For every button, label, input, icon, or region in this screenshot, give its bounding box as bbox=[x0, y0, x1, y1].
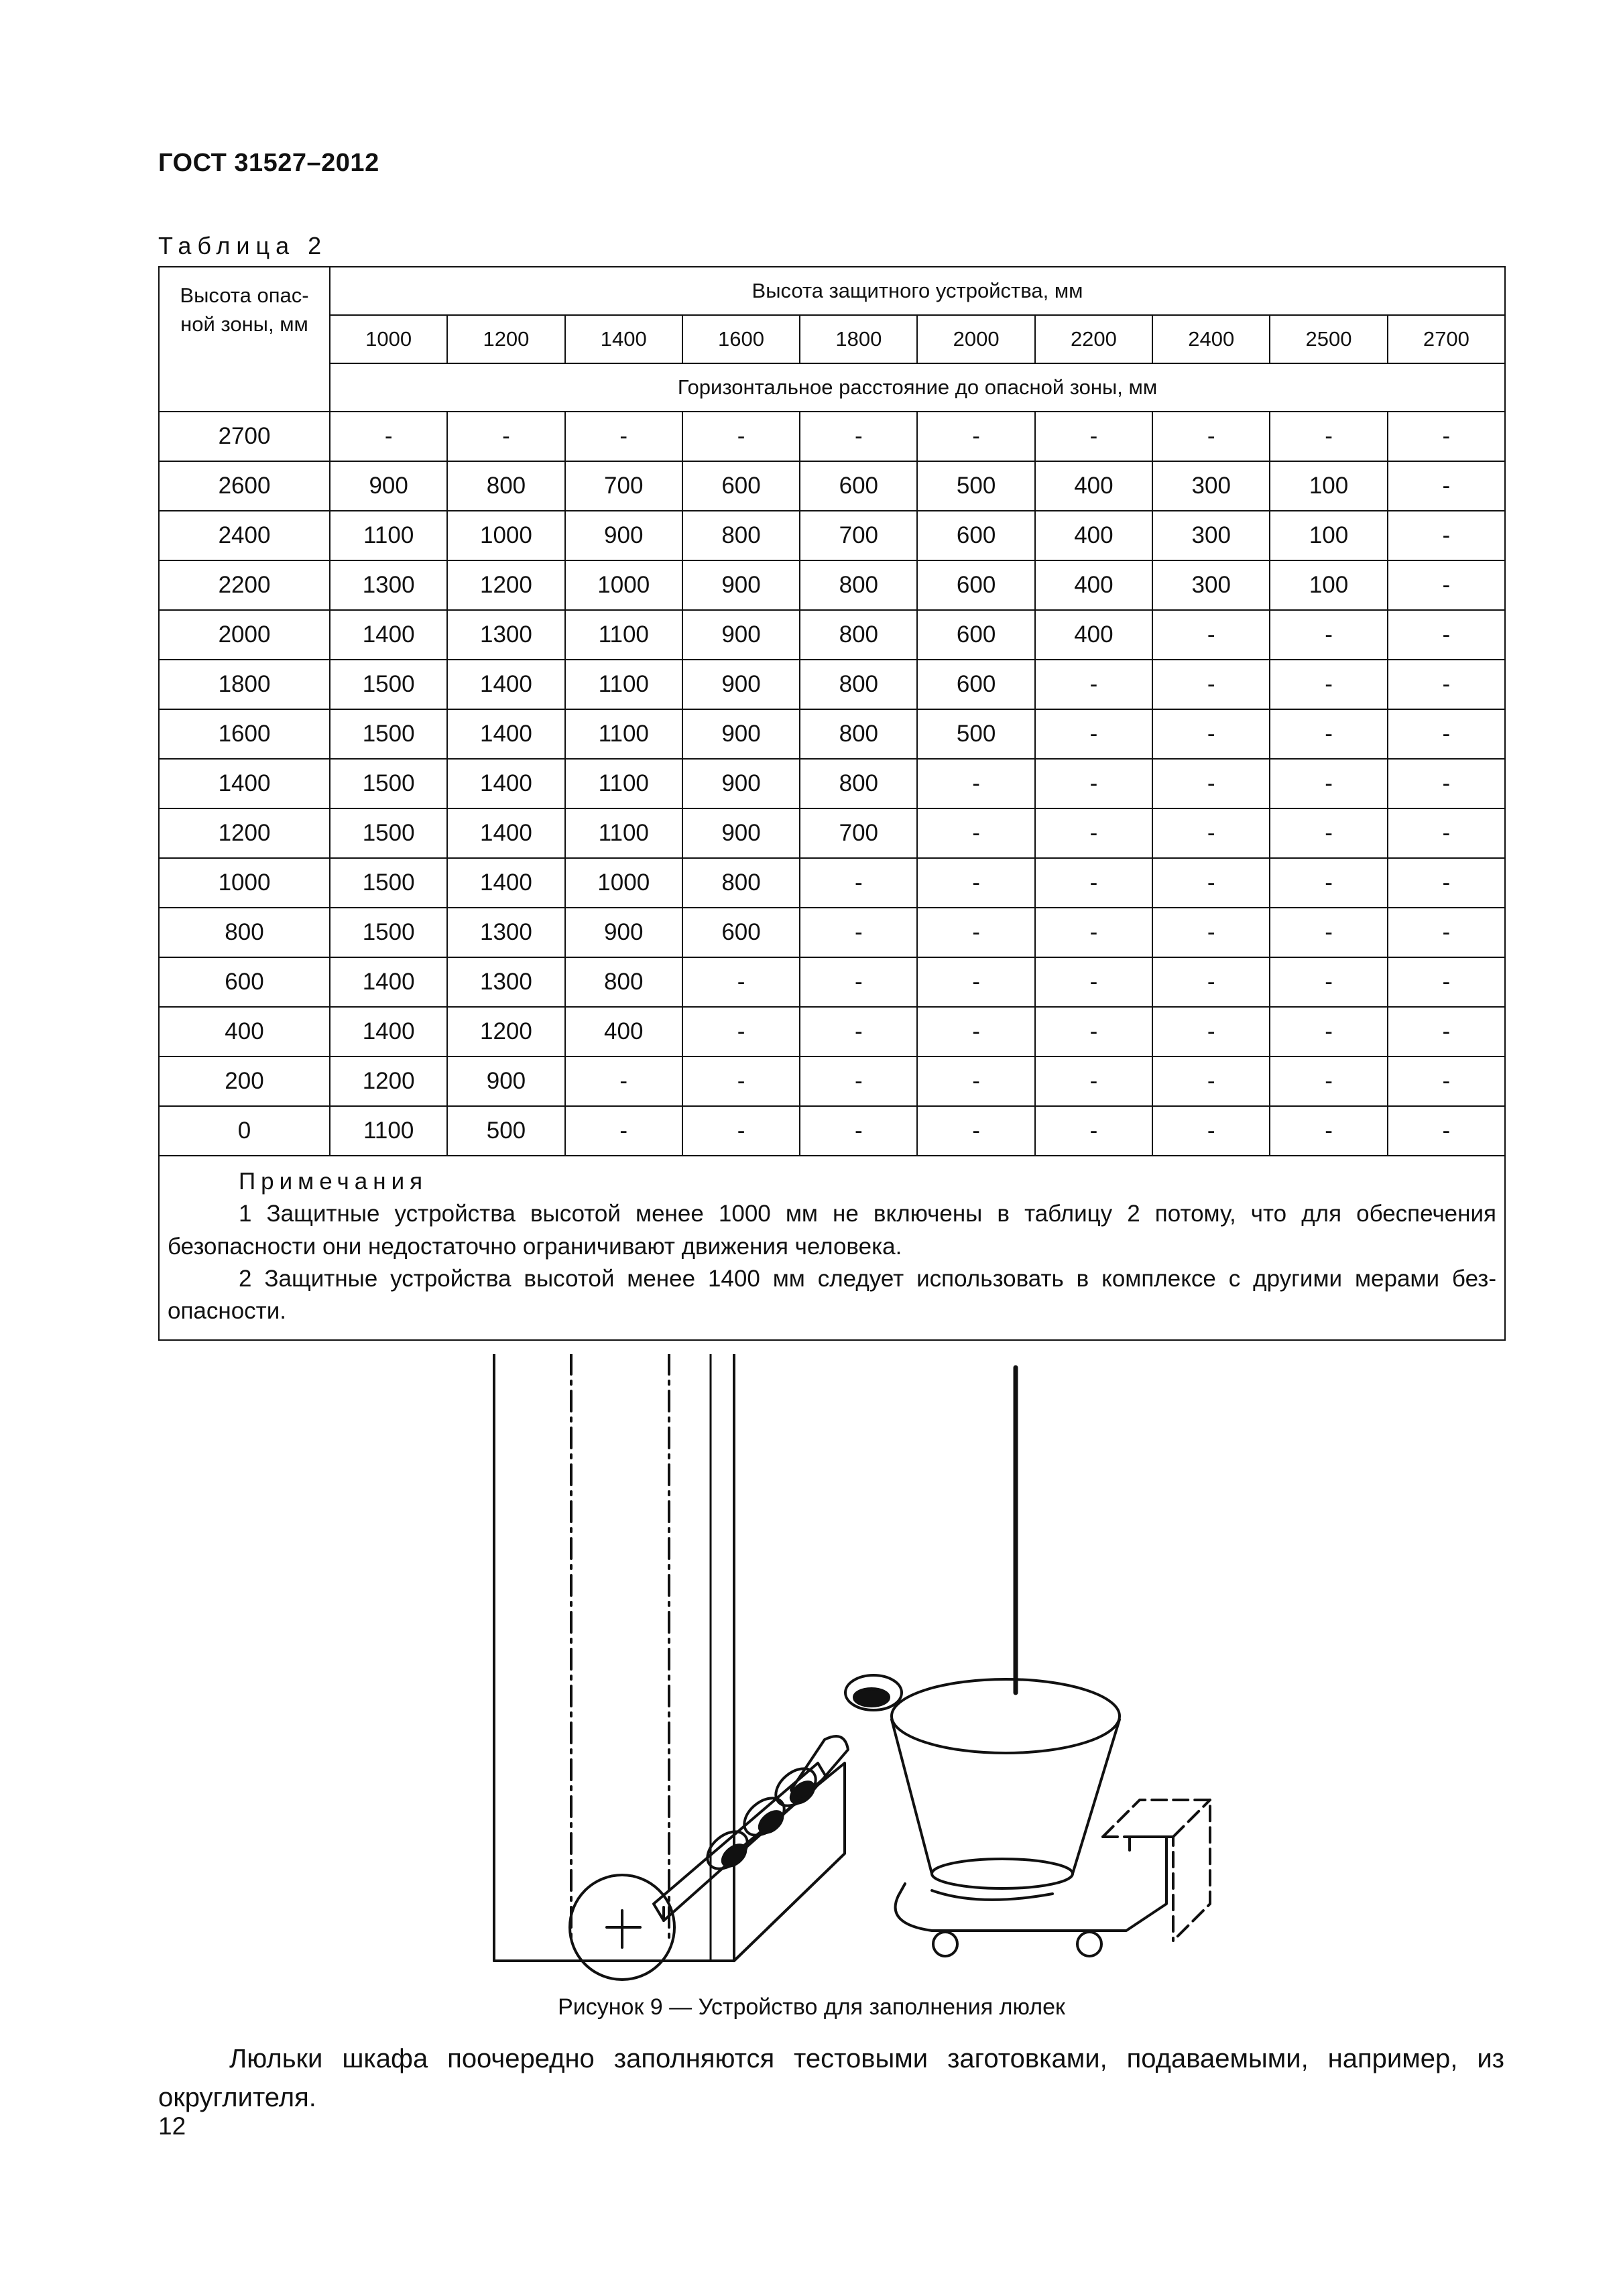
distance-cell: - bbox=[1270, 610, 1387, 660]
notes-title: Примечания bbox=[239, 1168, 428, 1195]
guard-height-header: 1000 bbox=[330, 315, 447, 363]
distance-cell: 1300 bbox=[447, 908, 564, 957]
distance-cell: - bbox=[1388, 1106, 1505, 1156]
distance-cell: - bbox=[1388, 610, 1505, 660]
distance-cell: 1500 bbox=[330, 759, 447, 808]
distance-cell: - bbox=[1152, 660, 1270, 709]
distance-cell: - bbox=[1035, 412, 1152, 461]
distance-cell: 1100 bbox=[330, 1106, 447, 1156]
distance-cell: - bbox=[1152, 709, 1270, 759]
guard-height-header: 2700 bbox=[1388, 315, 1505, 363]
zone-height-cell: 1000 bbox=[159, 858, 330, 908]
distance-cell: 900 bbox=[682, 808, 800, 858]
distance-cell: - bbox=[1388, 908, 1505, 957]
zone-height-cell: 0 bbox=[159, 1106, 330, 1156]
distance-cell: 1300 bbox=[330, 560, 447, 610]
cart-base bbox=[896, 1837, 1166, 1931]
distance-cell: 1400 bbox=[330, 1007, 447, 1056]
distance-cell: 600 bbox=[800, 461, 917, 511]
distance-cell: - bbox=[1035, 808, 1152, 858]
distance-cell: - bbox=[1152, 412, 1270, 461]
distance-cell: - bbox=[1388, 412, 1505, 461]
table-row bbox=[159, 1007, 1505, 1056]
distance-cell: - bbox=[1270, 1106, 1387, 1156]
distance-cell: - bbox=[800, 957, 917, 1007]
distance-title: Горизонтальное расстояние до опасной зоны, мм bbox=[330, 363, 1505, 412]
distance-cell: 700 bbox=[800, 511, 917, 560]
distance-cell: 500 bbox=[447, 1106, 564, 1156]
distance-cell: - bbox=[917, 412, 1034, 461]
distance-cell: 1000 bbox=[565, 858, 682, 908]
distance-cell: 900 bbox=[682, 660, 800, 709]
distance-cell: 1100 bbox=[565, 610, 682, 660]
distance-cell: 700 bbox=[565, 461, 682, 511]
distance-cell: 900 bbox=[330, 461, 447, 511]
distance-cell: - bbox=[1388, 957, 1505, 1007]
distance-cell: - bbox=[1388, 560, 1505, 610]
distance-cell: - bbox=[1270, 412, 1387, 461]
page-number: 12 bbox=[158, 2112, 186, 2140]
distance-cell: 100 bbox=[1270, 461, 1387, 511]
conveyor-block bbox=[734, 1763, 845, 1961]
distance-cell: 400 bbox=[1035, 511, 1152, 560]
distance-cell: 1400 bbox=[447, 759, 564, 808]
distance-cell: 1500 bbox=[330, 908, 447, 957]
zone-height-cell: 2000 bbox=[159, 610, 330, 660]
zone-height-cell: 400 bbox=[159, 1007, 330, 1056]
distance-cell: - bbox=[917, 1007, 1034, 1056]
distance-cell: 1500 bbox=[330, 808, 447, 858]
distance-cell: 300 bbox=[1152, 511, 1270, 560]
table-row bbox=[159, 1106, 1505, 1156]
guard-height-header: 1400 bbox=[565, 315, 682, 363]
distance-cell: - bbox=[1388, 709, 1505, 759]
distance-cell: 400 bbox=[1035, 610, 1152, 660]
distance-cell: - bbox=[1152, 957, 1270, 1007]
distance-cell: - bbox=[1152, 610, 1270, 660]
distance-cell: - bbox=[1388, 660, 1505, 709]
distance-cell: - bbox=[1270, 709, 1387, 759]
distance-cell: 800 bbox=[800, 610, 917, 660]
distance-cell: 600 bbox=[682, 908, 800, 957]
figure-9-drawing bbox=[469, 1354, 1220, 1984]
distance-cell: - bbox=[1035, 660, 1152, 709]
distance-cell: 900 bbox=[565, 908, 682, 957]
table-row bbox=[159, 709, 1505, 759]
distance-cell: 1400 bbox=[330, 610, 447, 660]
guard-height-header: 1800 bbox=[800, 315, 917, 363]
distance-cell: 1200 bbox=[330, 1056, 447, 1106]
figure-caption: Рисунок 9 — Устройство для заполнения люлек bbox=[558, 1994, 1065, 2020]
distance-cell: - bbox=[1035, 1056, 1152, 1106]
zone-height-cell: 2200 bbox=[159, 560, 330, 610]
distance-cell: - bbox=[1152, 908, 1270, 957]
distance-cell: - bbox=[800, 1007, 917, 1056]
zone-height-cell: 2700 bbox=[159, 412, 330, 461]
distance-cell: - bbox=[917, 1056, 1034, 1106]
distance-cell: 100 bbox=[1270, 560, 1387, 610]
distance-cell: 800 bbox=[682, 858, 800, 908]
distance-cell: - bbox=[917, 858, 1034, 908]
zone-height-cell: 200 bbox=[159, 1056, 330, 1106]
zone-height-cell: 1600 bbox=[159, 709, 330, 759]
guard-height-title: Высота защитного устройства, мм bbox=[330, 267, 1505, 315]
distance-cell: 400 bbox=[565, 1007, 682, 1056]
table-row bbox=[159, 511, 1505, 560]
zone-height-cell: 1800 bbox=[159, 660, 330, 709]
distance-cell: 900 bbox=[447, 1056, 564, 1106]
distance-cell: 600 bbox=[917, 560, 1034, 610]
distance-cell: 800 bbox=[565, 957, 682, 1007]
distance-cell: 1500 bbox=[330, 709, 447, 759]
zone-height-cell: 1200 bbox=[159, 808, 330, 858]
table-corner-header bbox=[159, 267, 330, 412]
zone-height-cell: 2400 bbox=[159, 511, 330, 560]
distance-cell: - bbox=[1035, 1106, 1152, 1156]
distance-cell: - bbox=[917, 1106, 1034, 1156]
distance-cell: - bbox=[1152, 759, 1270, 808]
distance-cell: 500 bbox=[917, 461, 1034, 511]
distance-cell: 1400 bbox=[447, 709, 564, 759]
distance-cell: - bbox=[1388, 759, 1505, 808]
distance-cell: - bbox=[1035, 957, 1152, 1007]
distance-cell: 600 bbox=[917, 660, 1034, 709]
distance-cell: 1300 bbox=[447, 610, 564, 660]
distance-cell: 1400 bbox=[330, 957, 447, 1007]
distance-cell: 800 bbox=[800, 560, 917, 610]
distance-cell: 1200 bbox=[447, 560, 564, 610]
distance-cell: - bbox=[917, 759, 1034, 808]
distance-cell: - bbox=[1035, 1007, 1152, 1056]
distance-cell: 400 bbox=[1035, 461, 1152, 511]
distance-cell: 1500 bbox=[330, 858, 447, 908]
table-row bbox=[159, 1056, 1505, 1106]
distance-cell: - bbox=[800, 1056, 917, 1106]
corner-header-line2: ной зоны, мм bbox=[180, 312, 308, 337]
distance-cell: - bbox=[682, 1106, 800, 1156]
distance-cell: - bbox=[682, 412, 800, 461]
distance-cell: - bbox=[1270, 1056, 1387, 1106]
zone-height-cell: 1400 bbox=[159, 759, 330, 808]
distance-cell: 1500 bbox=[330, 660, 447, 709]
dashed-box bbox=[1103, 1800, 1210, 1941]
distance-cell: - bbox=[1270, 660, 1387, 709]
table-notes bbox=[159, 1156, 1505, 1340]
distance-cell: 1100 bbox=[565, 709, 682, 759]
distance-cell: 1400 bbox=[447, 808, 564, 858]
table-row bbox=[159, 412, 1505, 461]
guard-height-header: 1600 bbox=[682, 315, 800, 363]
guard-heights-row bbox=[159, 315, 1505, 363]
body-paragraph: Люльки шкафа поочередно заполняются тестовыми заготовками, подаваемыми, например, из округлителя. bbox=[158, 2044, 1504, 2112]
distance-cell: - bbox=[800, 412, 917, 461]
distance-cell: - bbox=[800, 1106, 917, 1156]
distance-cell: 700 bbox=[800, 808, 917, 858]
distance-cell: 1400 bbox=[447, 858, 564, 908]
distance-cell: - bbox=[917, 957, 1034, 1007]
distance-cell: 900 bbox=[682, 560, 800, 610]
distance-cell: - bbox=[1035, 908, 1152, 957]
zone-height-cell: 600 bbox=[159, 957, 330, 1007]
distance-cell: 800 bbox=[800, 660, 917, 709]
distance-cell: 600 bbox=[917, 511, 1034, 560]
guard-height-header: 2400 bbox=[1152, 315, 1270, 363]
guard-height-header: 2000 bbox=[917, 315, 1034, 363]
distance-cell: 900 bbox=[682, 759, 800, 808]
wheel-right bbox=[1077, 1932, 1101, 1956]
document-header: ГОСТ 31527–2012 bbox=[158, 149, 379, 177]
distance-cell: - bbox=[682, 1056, 800, 1106]
distance-cell: - bbox=[682, 957, 800, 1007]
zone-height-cell: 2600 bbox=[159, 461, 330, 511]
distance-cell: - bbox=[917, 908, 1034, 957]
distance-cell: - bbox=[1388, 461, 1505, 511]
distance-cell: 500 bbox=[917, 709, 1034, 759]
table-row bbox=[159, 610, 1505, 660]
table-row bbox=[159, 660, 1505, 709]
distance-cell: - bbox=[1388, 858, 1505, 908]
distance-cell: - bbox=[917, 808, 1034, 858]
distance-cell: 1400 bbox=[447, 660, 564, 709]
distance-cell: - bbox=[1035, 709, 1152, 759]
distance-cell: - bbox=[1152, 808, 1270, 858]
table-row bbox=[159, 560, 1505, 610]
distance-cell: 900 bbox=[682, 610, 800, 660]
distance-cell: - bbox=[682, 1007, 800, 1056]
distance-cell: 600 bbox=[682, 461, 800, 511]
table-row bbox=[159, 858, 1505, 908]
distance-cell: 400 bbox=[1035, 560, 1152, 610]
table-row bbox=[159, 461, 1505, 511]
guard-height-header: 1200 bbox=[447, 315, 564, 363]
table-row bbox=[159, 759, 1505, 808]
distance-cell: - bbox=[1152, 1056, 1270, 1106]
distance-cell: 800 bbox=[800, 759, 917, 808]
distance-cell: - bbox=[565, 412, 682, 461]
distance-cell: 100 bbox=[1270, 511, 1387, 560]
note-item: 2 Защитные устройства высотой менее 1400 мм следует использовать в комплексе с другими мерами без-опасности. bbox=[168, 1265, 1496, 1325]
distance-cell: - bbox=[1270, 1007, 1387, 1056]
distance-cell: - bbox=[447, 412, 564, 461]
distance-cell: 1100 bbox=[565, 808, 682, 858]
distance-cell: 1100 bbox=[565, 759, 682, 808]
distance-table bbox=[158, 266, 1506, 1341]
corner-header-line1: Высота опас- bbox=[180, 284, 309, 307]
distance-cell: 900 bbox=[565, 511, 682, 560]
distance-cell: - bbox=[800, 858, 917, 908]
distance-cell: 300 bbox=[1152, 560, 1270, 610]
distance-cell: - bbox=[1388, 511, 1505, 560]
guard-height-header: 2200 bbox=[1035, 315, 1152, 363]
distance-cell: - bbox=[1388, 808, 1505, 858]
distance-cell: 1000 bbox=[565, 560, 682, 610]
dough-pieces bbox=[701, 1736, 848, 1876]
distance-cell: - bbox=[1152, 1106, 1270, 1156]
distance-cell: - bbox=[1152, 1007, 1270, 1056]
distance-cell: - bbox=[565, 1056, 682, 1106]
distance-cell: - bbox=[330, 412, 447, 461]
funnel-top bbox=[892, 1679, 1120, 1753]
distance-cell: 800 bbox=[800, 709, 917, 759]
distance-cell: - bbox=[1152, 858, 1270, 908]
note-item: 1 Защитные устройства высотой менее 1000 мм не включены в таблицу 2 потому, что для обеспечения безопасности они недостаточно ограничивают движения человека. bbox=[168, 1201, 1496, 1260]
distance-cell: - bbox=[1035, 759, 1152, 808]
distance-cell: 800 bbox=[682, 511, 800, 560]
distance-cell: - bbox=[800, 908, 917, 957]
distance-cell: - bbox=[1270, 808, 1387, 858]
distance-cell: - bbox=[1035, 858, 1152, 908]
distance-cell: - bbox=[1388, 1007, 1505, 1056]
table-caption: Таблица 2 bbox=[158, 232, 328, 259]
zone-height-cell: 800 bbox=[159, 908, 330, 957]
table-row bbox=[159, 957, 1505, 1007]
distance-cell: - bbox=[1388, 1056, 1505, 1106]
distance-cell: 1100 bbox=[330, 511, 447, 560]
distance-cell: - bbox=[565, 1106, 682, 1156]
distance-cell: - bbox=[1270, 908, 1387, 957]
distance-cell: - bbox=[1270, 858, 1387, 908]
distance-cell: 1300 bbox=[447, 957, 564, 1007]
distance-cell: 1100 bbox=[565, 660, 682, 709]
notes-row bbox=[159, 1156, 1505, 1340]
guard-height-header: 2500 bbox=[1270, 315, 1387, 363]
table-row bbox=[159, 808, 1505, 858]
distance-cell: 600 bbox=[917, 610, 1034, 660]
distance-cell: 800 bbox=[447, 461, 564, 511]
distance-cell: 1200 bbox=[447, 1007, 564, 1056]
table-row bbox=[159, 908, 1505, 957]
distance-cell: - bbox=[1270, 759, 1387, 808]
distance-cell: 1000 bbox=[447, 511, 564, 560]
distance-cell: 900 bbox=[682, 709, 800, 759]
distance-cell: 300 bbox=[1152, 461, 1270, 511]
distance-cell: - bbox=[1270, 957, 1387, 1007]
wheel-left bbox=[933, 1932, 957, 1956]
